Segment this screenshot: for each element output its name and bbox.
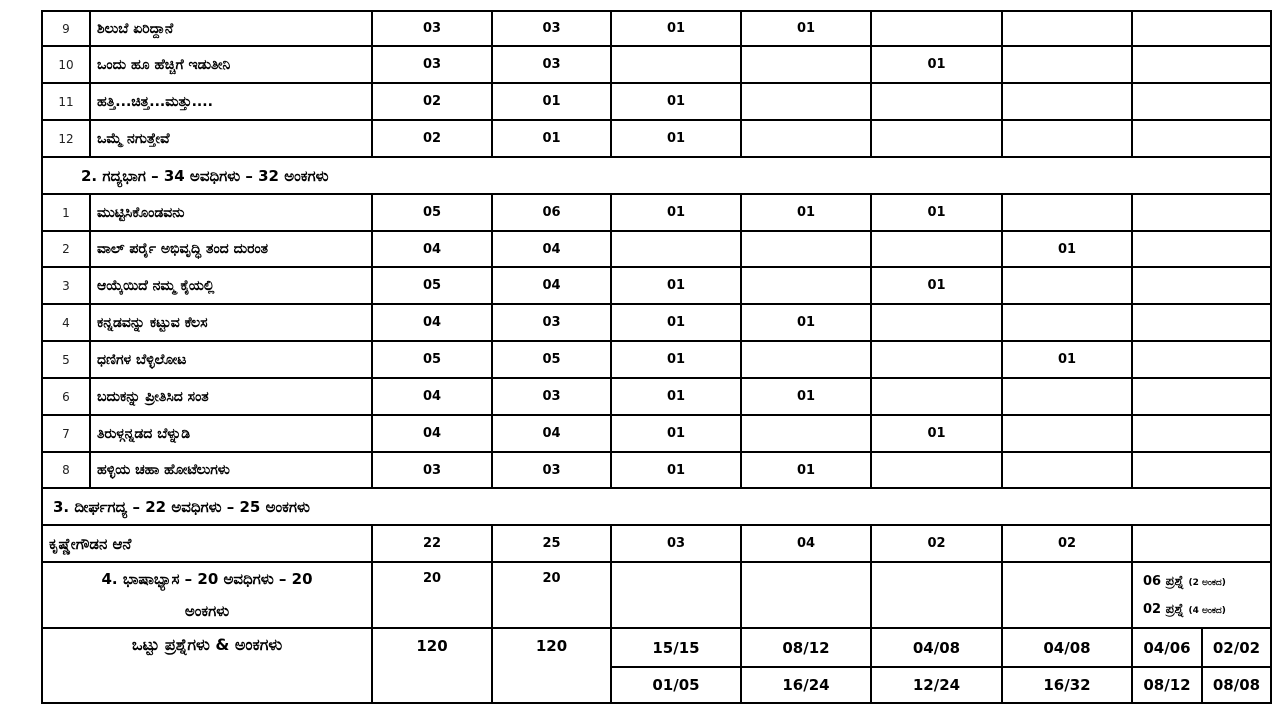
value-cell	[611, 231, 741, 267]
lesson-name: ಒಂದು ಹೂ ಹೆಚ್ಚಿಗೆ ಇಡುತೀನಿ	[90, 46, 372, 83]
value-cell: 01	[741, 378, 871, 415]
value-cell	[741, 83, 871, 120]
value-cell	[1002, 120, 1132, 157]
section-header-row	[42, 488, 1271, 525]
value-cell	[1132, 304, 1271, 341]
grammar-row	[42, 562, 1271, 628]
question-note-2	[1133, 598, 1270, 623]
value-cell	[611, 46, 741, 83]
value-cell	[1132, 231, 1271, 267]
value-cell: 02	[372, 83, 492, 120]
table-row	[42, 525, 1271, 562]
value-cell	[1002, 378, 1132, 415]
grammar-title-line-1: 4. ಭಾಷಾಭ್ಯಾಸ – 20 ಅವಧಿಗಳು – 20	[101, 570, 313, 588]
table-row	[42, 194, 1271, 231]
total-cell: 04/08	[871, 628, 1002, 667]
total-cell: 120	[372, 628, 492, 703]
row-number: 12	[42, 120, 90, 157]
value-cell: 04	[492, 267, 611, 304]
value-cell: 01	[1002, 231, 1132, 267]
value-cell	[1132, 194, 1271, 231]
value-cell: 05	[372, 341, 492, 378]
value-cell: 01	[611, 378, 741, 415]
value-cell: 01	[611, 120, 741, 157]
value-cell: 01	[741, 452, 871, 488]
value-cell: 03	[372, 11, 492, 46]
row-number: 2	[42, 231, 90, 267]
value-cell: 01	[611, 194, 741, 231]
value-cell: 20	[492, 562, 611, 628]
value-cell: 04	[372, 304, 492, 341]
row-number: 11	[42, 83, 90, 120]
lesson-name: ಆಯ್ಕೆಯಿದೆ ನಮ್ಮ ಕೈಯಲ್ಲಿ	[90, 267, 372, 304]
row-number: 9	[42, 11, 90, 46]
value-cell	[1002, 194, 1132, 231]
total-cell: 08/12	[1132, 667, 1202, 703]
row-number: 3	[42, 267, 90, 304]
value-cell	[871, 231, 1002, 267]
value-cell	[741, 231, 871, 267]
value-cell: 05	[492, 341, 611, 378]
value-cell: 01	[871, 267, 1002, 304]
lesson-name: ತಿರುಳ್ಗನ್ನಡದ ಬೆಳ್ನುಡಿ	[90, 415, 372, 452]
table-row	[42, 120, 1271, 157]
value-cell: 05	[372, 194, 492, 231]
value-cell	[1132, 525, 1271, 562]
table-row	[42, 267, 1271, 304]
value-cell	[1002, 46, 1132, 83]
value-cell: 03	[372, 452, 492, 488]
value-cell: 25	[492, 525, 611, 562]
question-note-cell	[1132, 562, 1271, 628]
total-cell: 16/32	[1002, 667, 1132, 703]
total-cell: 08/12	[741, 628, 871, 667]
question-note-1	[1133, 567, 1270, 598]
total-cell: 04/08	[1002, 628, 1132, 667]
value-cell: 01	[611, 11, 741, 46]
row-number: 5	[42, 341, 90, 378]
value-cell: 04	[741, 525, 871, 562]
value-cell	[741, 46, 871, 83]
value-cell	[741, 120, 871, 157]
total-cell: 04/06	[1132, 628, 1202, 667]
totals-label: ಒಟ್ಟು ಪ್ರಶ್ನೆಗಳು & ಅಂಕಗಳು	[42, 628, 372, 703]
value-cell	[741, 415, 871, 452]
value-cell: 01	[871, 415, 1002, 452]
empty-cell	[741, 562, 871, 628]
grammar-title-line-2: ಅಂಕಗಳು	[184, 602, 230, 620]
value-cell	[871, 120, 1002, 157]
table-row	[42, 83, 1271, 120]
value-cell: 04	[372, 231, 492, 267]
value-cell	[1132, 11, 1271, 46]
value-cell: 01	[741, 304, 871, 341]
total-cell: 16/24	[741, 667, 871, 703]
grammar-title	[42, 562, 372, 628]
value-cell: 04	[492, 415, 611, 452]
total-cell: 02/02	[1202, 628, 1271, 667]
row-number: 10	[42, 46, 90, 83]
question-count: 02 ಪ್ರಶ್ನೆ	[1143, 602, 1184, 617]
total-cell: 15/15	[611, 628, 741, 667]
value-cell	[741, 341, 871, 378]
value-cell: 06	[492, 194, 611, 231]
value-cell: 01	[1002, 341, 1132, 378]
value-cell	[1002, 452, 1132, 488]
value-cell	[1132, 341, 1271, 378]
value-cell: 01	[611, 83, 741, 120]
question-mark-note: (4 ಅಂಕದ)	[1188, 606, 1226, 616]
value-cell: 01	[611, 452, 741, 488]
empty-cell	[1002, 562, 1132, 628]
total-cell: 01/05	[611, 667, 741, 703]
value-cell: 20	[372, 562, 492, 628]
value-cell: 03	[492, 11, 611, 46]
table-row	[42, 231, 1271, 267]
value-cell: 03	[611, 525, 741, 562]
table-row	[42, 378, 1271, 415]
value-cell	[1002, 267, 1132, 304]
value-cell: 01	[611, 415, 741, 452]
value-cell: 01	[871, 46, 1002, 83]
lesson-name: ಬದುಕನ್ನು ಪ್ರೀತಿಸಿದ ಸಂತ	[90, 378, 372, 415]
table-row	[42, 415, 1271, 452]
lesson-name: ಶಿಲುಬೆ ಏರಿದ್ದಾನೆ	[90, 11, 372, 46]
value-cell	[871, 341, 1002, 378]
value-cell: 01	[611, 304, 741, 341]
value-cell: 02	[372, 120, 492, 157]
lesson-name: ಹತ್ತಿ...ಚಿತ್ತ...ಮತ್ತು....	[90, 83, 372, 120]
row-number: 6	[42, 378, 90, 415]
table-row	[42, 46, 1271, 83]
value-cell	[871, 378, 1002, 415]
row-number: 8	[42, 452, 90, 488]
empty-cell	[611, 562, 741, 628]
total-cell: 08/08	[1202, 667, 1271, 703]
lesson-name: ಹಳ್ಳಿಯ ಚಹಾ ಹೋಟೆಲುಗಳು	[90, 452, 372, 488]
value-cell: 02	[871, 525, 1002, 562]
value-cell	[741, 267, 871, 304]
table-row	[42, 304, 1271, 341]
question-count: 06 ಪ್ರಶ್ನೆ	[1143, 574, 1184, 589]
value-cell: 03	[492, 304, 611, 341]
lesson-name: ಮುಟ್ಟಿಸಿಕೊಂಡವನು	[90, 194, 372, 231]
value-cell	[1002, 415, 1132, 452]
value-cell: 04	[492, 231, 611, 267]
value-cell: 04	[372, 378, 492, 415]
value-cell	[1132, 120, 1271, 157]
totals-row	[42, 628, 1271, 667]
lesson-name: ಒಮ್ಮೆ ನಗುತ್ತೇವೆ	[90, 120, 372, 157]
row-number: 4	[42, 304, 90, 341]
value-cell: 01	[871, 194, 1002, 231]
lesson-name: ವಾಲ್ ಪರ್ರೈ ಅಭಿವೃದ್ಧಿ ತಂದ ದುರಂತ	[90, 231, 372, 267]
value-cell	[871, 83, 1002, 120]
value-cell	[1002, 11, 1132, 46]
empty-cell	[871, 562, 1002, 628]
total-cell: 12/24	[871, 667, 1002, 703]
section-3-title: 3. ದೀರ್ಘಗದ್ಯ – 22 ಅವಧಿಗಳು – 25 ಅಂಕಗಳು	[42, 488, 1271, 525]
value-cell	[1132, 46, 1271, 83]
value-cell: 04	[372, 415, 492, 452]
value-cell	[1132, 267, 1271, 304]
value-cell: 05	[372, 267, 492, 304]
table-row	[42, 452, 1271, 488]
table-row	[42, 341, 1271, 378]
value-cell: 22	[372, 525, 492, 562]
value-cell	[1132, 415, 1271, 452]
value-cell	[871, 452, 1002, 488]
value-cell: 03	[492, 452, 611, 488]
value-cell: 01	[741, 194, 871, 231]
value-cell: 03	[492, 46, 611, 83]
question-mark-note: (2 ಅಂಕದ)	[1188, 578, 1226, 588]
value-cell	[871, 304, 1002, 341]
value-cell: 03	[372, 46, 492, 83]
table-row	[42, 11, 1271, 46]
value-cell: 01	[492, 83, 611, 120]
total-cell: 120	[492, 628, 611, 703]
section-header-row	[42, 157, 1271, 194]
value-cell: 01	[611, 341, 741, 378]
value-cell: 03	[492, 378, 611, 415]
value-cell	[1002, 304, 1132, 341]
section-2-title: 2. ಗದ್ಯಭಾಗ – 34 ಅವಧಿಗಳು – 32 ಅಂಕಗಳು	[42, 157, 1271, 194]
lesson-name: ಕನ್ನಡವನ್ನು ಕಟ್ಟುವ ಕೆಲಸ	[90, 304, 372, 341]
value-cell: 01	[492, 120, 611, 157]
value-cell	[1132, 83, 1271, 120]
lesson-name: ಕೃಷ್ಣೇಗೌಡನ ಆನೆ	[42, 525, 372, 562]
value-cell	[1002, 83, 1132, 120]
value-cell	[871, 11, 1002, 46]
value-cell	[1132, 378, 1271, 415]
value-cell	[1132, 452, 1271, 488]
value-cell: 01	[741, 11, 871, 46]
value-cell: 01	[611, 267, 741, 304]
value-cell: 02	[1002, 525, 1132, 562]
syllabus-table	[41, 10, 1272, 704]
row-number: 7	[42, 415, 90, 452]
row-number: 1	[42, 194, 90, 231]
lesson-name: ಧಣಿಗಳ ಬೆಳ್ಳಿಲೋಟ	[90, 341, 372, 378]
